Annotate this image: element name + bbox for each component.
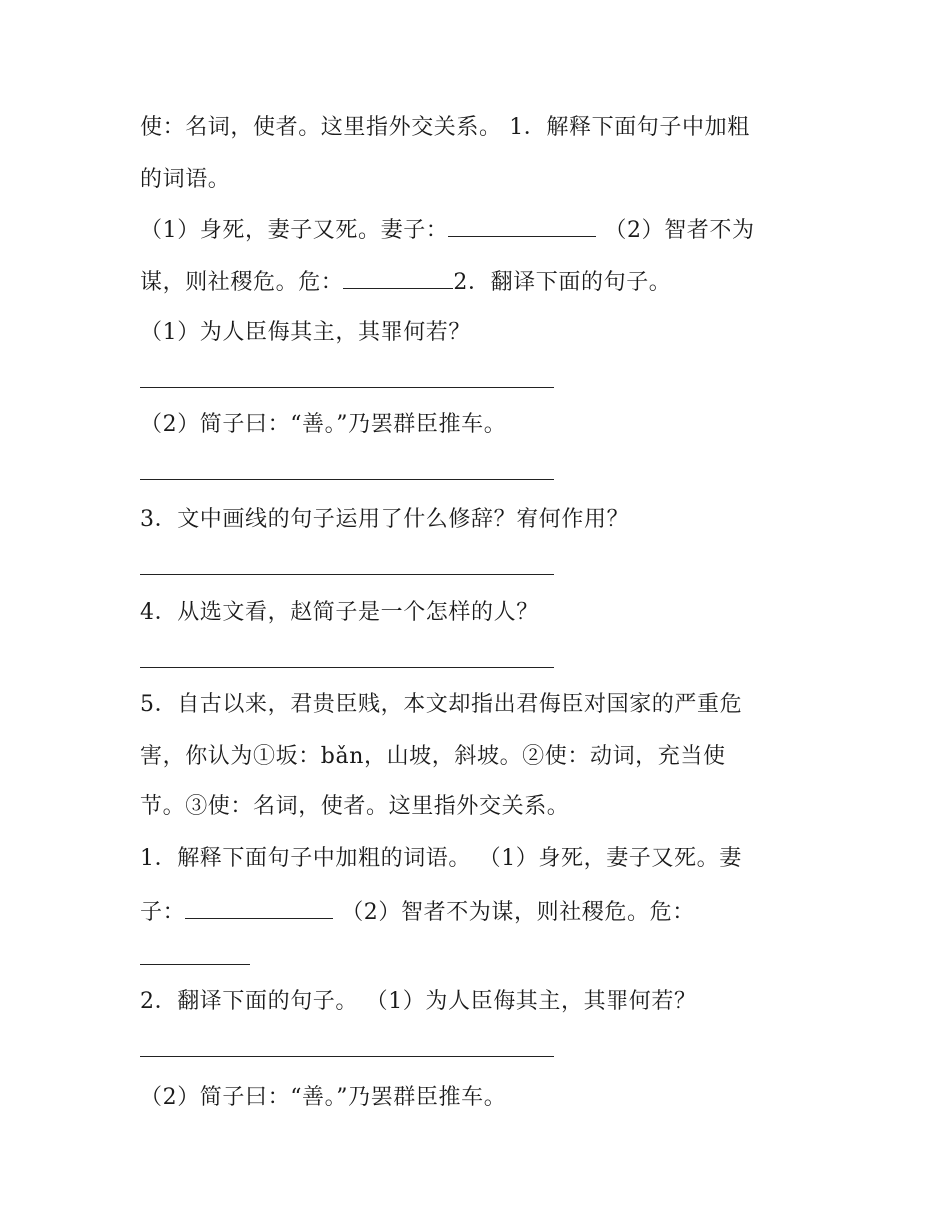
repeat-question-1-1-continued: 子： bbox=[140, 900, 186, 925]
text-line-1-content: 使：名词，使者。这里指外交关系。 1．解释下面句子中加粗 bbox=[140, 115, 750, 140]
repeat-question-2-2-text: （2）简子曰：“善。”乃罢群臣推车。 bbox=[140, 1085, 507, 1110]
repeat-answer-line-2-1[interactable] bbox=[140, 1056, 554, 1057]
answer-line-3[interactable] bbox=[140, 574, 554, 575]
repeat-answer-blank-1-2[interactable] bbox=[140, 964, 250, 965]
question-2-1-text: （1）为人臣侮其主，其罪何若？ bbox=[140, 320, 471, 345]
text-line-7 bbox=[140, 505, 629, 535]
repeat-question-2-text: 2．翻译下面的句子。 （1）为人臣侮其主，其罪何若？ bbox=[140, 989, 697, 1014]
question-5-text: 5．自古以来，君贵臣贱，本文却指出君侮臣对国家的严重危 bbox=[140, 692, 743, 717]
text-line-2-content: 的词语。 bbox=[140, 167, 231, 192]
text-line-8 bbox=[140, 598, 539, 628]
answer-line-2-1[interactable] bbox=[140, 387, 554, 388]
answer-blank-1-1[interactable] bbox=[448, 214, 596, 237]
text-line-10 bbox=[140, 742, 726, 772]
question-2-heading: 2．翻译下面的句子。 bbox=[453, 270, 672, 295]
question-3-text: 3．文中画线的句子运用了什么修辞？宥何作用？ bbox=[140, 507, 630, 532]
answer-blank-1-2[interactable] bbox=[343, 266, 453, 289]
text-line-9 bbox=[140, 690, 742, 720]
text-line-4 bbox=[140, 266, 671, 298]
text-line-11 bbox=[140, 792, 569, 822]
question-1-2-text: （2）智者不为 bbox=[604, 218, 755, 243]
question-1-2-continued: 谋，则社稷危。危： bbox=[140, 270, 344, 295]
question-1-1-text: （1）身死，妻子又死。妻子： bbox=[140, 218, 449, 243]
text-line-12 bbox=[140, 844, 742, 874]
text-line-2 bbox=[140, 165, 230, 195]
text-line-1 bbox=[140, 113, 750, 143]
text-line-14 bbox=[140, 987, 697, 1017]
annotation-text: 节。③使：名词，使者。这里指外交关系。 bbox=[140, 794, 570, 819]
question-4-text: 4．从选文看，赵简子是一个怎样的人？ bbox=[140, 600, 539, 625]
repeat-question-1-2-text: （2）智者不为谋，则社稷危。危： bbox=[341, 900, 695, 925]
text-line-3 bbox=[140, 214, 755, 246]
text-line-5 bbox=[140, 318, 471, 348]
answer-line-4[interactable] bbox=[140, 667, 554, 668]
text-line-13 bbox=[140, 896, 695, 928]
question-2-2-text: （2）简子曰：“善。”乃罢群臣推车。 bbox=[140, 412, 507, 437]
text-line-15 bbox=[140, 1083, 506, 1113]
question-5-continued: 害，你认为①坂：bǎn，山坡，斜坡。②使：动词，充当使 bbox=[140, 744, 726, 769]
answer-line-2-2[interactable] bbox=[140, 479, 554, 480]
repeat-answer-blank-1-1[interactable] bbox=[185, 896, 333, 919]
repeat-question-1-text: 1．解释下面句子中加粗的词语。 （1）身死，妻子又死。妻 bbox=[140, 846, 742, 871]
text-line-6 bbox=[140, 410, 506, 440]
